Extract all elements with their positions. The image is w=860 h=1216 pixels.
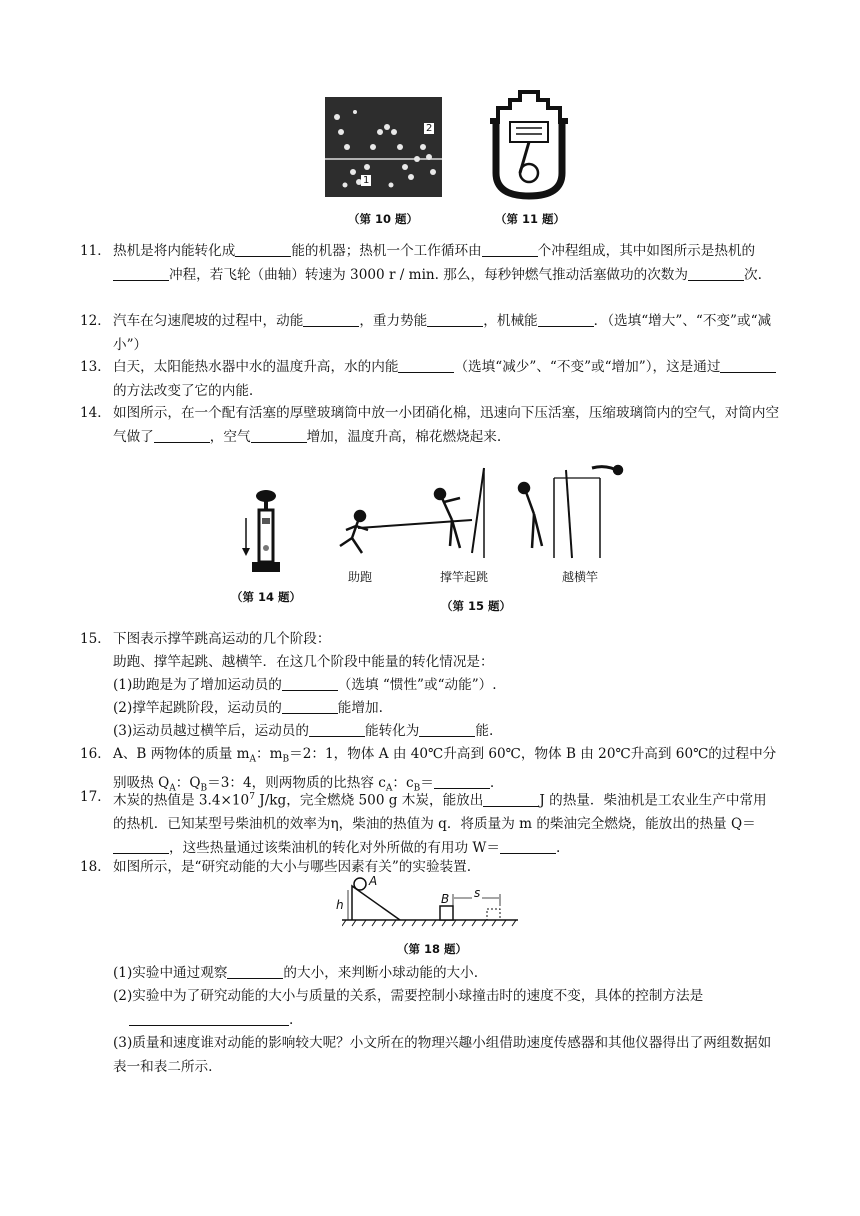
question-13 [80,356,780,403]
fig15-caption: （第 15 题） [441,599,512,613]
answer-blank[interactable] [538,311,594,327]
answer-blank[interactable] [282,675,338,691]
fig15-label-bar: 越横竿 [562,570,599,584]
fig10-caption: （第 10 题） [348,212,419,226]
glass-cylinder-graphic [242,488,282,580]
question-15 [80,628,780,652]
question-17 [80,786,780,860]
figure-15-pole-vault [322,458,634,584]
answer-blank[interactable] [398,357,454,373]
fig18-label-A: A [369,874,378,888]
answer-blank[interactable] [500,838,556,854]
question-11 [80,240,780,287]
question-text: 如图所示，是“研究动能的大小与哪些因素有关”的实验装置. [113,859,472,875]
question-15-part2: (2)撑竿起跳阶段，运动员的 能增加. [113,700,383,716]
bouncing-balls-graphic [325,97,442,197]
answer-blank[interactable] [419,721,475,737]
question-18-part1: (1)实验中通过观察 的大小，来判断小球动能的大小. [113,965,479,981]
question-12 [80,310,780,357]
fig10-label-1: 1 [363,175,370,186]
fig11-caption: （第 11 题） [495,212,566,226]
question-text: 如图所示，在一个配有活塞的厚壁玻璃筒中放一小团硝化棉，迅速向下压活塞，压缩玻璃筒内的空气，对筒内空气做了 ，空气 增加，温度升高，棉花燃烧起来. [113,405,780,445]
answer-blank[interactable] [427,311,483,327]
question-number: 16． [80,746,111,762]
fig18-label-B: B [441,892,450,906]
fig18-caption: （第 18 题） [397,942,468,956]
question-number: 11． [80,243,111,259]
question-number: 15． [80,631,111,647]
question-text: A、B 两物体的质量 $m_A$：$m_B=2$：1，物体 A 由 40℃升高到 60℃，物体 B 由 20℃升高到 60℃的过程中分别吸热 $Q_A$：$Q_B=3$：4，则两物质的比热容 $c_A$：$c_B=$ . [113,746,777,794]
figure-10-photo [325,97,442,197]
answer-blank[interactable] [483,791,539,807]
fig15-label-takeoff: 撑竿起跳 [440,570,489,584]
answer-blank[interactable] [227,963,283,979]
question-text: 热机是将内能转化成 能的机器；热机一个工作循环由 个冲程组成，其中如图所示是热机的冲程，若飞轮（曲轴）转速为 3000 r / min. 那么，每秒钟燃气推动活塞做功的次数为 次. [113,243,762,283]
figure-18-ramp [336,874,518,930]
answer-blank[interactable] [113,838,169,854]
fig18-label-h: h [336,898,344,912]
question-number: 17． [80,789,111,805]
answer-blank[interactable] [482,241,538,257]
fig10-label-2: 2 [426,123,433,134]
answer-blank[interactable] [309,721,365,737]
answer-blank[interactable] [251,427,307,443]
question-14 [80,402,780,449]
answer-blank[interactable] [720,357,776,373]
answer-blank[interactable] [129,1010,289,1026]
figure-14-apparatus [242,488,282,580]
answer-blank[interactable] [303,311,359,327]
question-18-part3: (3)质量和速度谁对动能的影响较大呢？小文所在的物理兴趣小组借助速度传感器和其他仪器得出了两组数据如表一和表二所示. [113,1035,772,1075]
question-15-part1: (1)助跑是为了增加运动员的 （选填 “惯性”或“动能”）. [113,677,497,693]
question-text: 木炭的热值是 $3.4\times 10^7$ J/kg，完全燃烧 500 g 木炭，能放出 J 的热量．柴油机是工农业生产中常用的热机．已知某型号柴油机的效率为η，柴油的热值为 q．将质量为 m 的柴油完全燃烧，能放出的热量 Q＝，这些热量通过该柴油机的转化对外所做的有用功 W＝ . [113,792,767,856]
question-number: 14． [80,405,111,421]
question-text: 白天，太阳能热水器中水的温度升高，水的内能 （选填“减少”、“不变”或“增加”），这是通过的方法改变了它的内能. [113,356,780,403]
pole-vault-graphic [322,458,634,568]
figure-11-engine [490,88,568,200]
answer-blank[interactable] [235,241,291,257]
fig15-label-run: 助跑 [348,570,373,584]
answer-blank[interactable] [688,265,744,281]
engine-cylinder-graphic [490,88,568,200]
answer-blank[interactable] [154,427,210,443]
question-15-line2: 助跑、撑竿起跳、越横竿．在这几个阶段中能量的转化情况是： [113,654,494,670]
question-number: 13． [80,359,111,375]
question-15-part3: (3)运动员越过横竿后，运动员的 能转化为 能. [113,723,494,739]
question-number: 12． [80,313,111,329]
question-text: 汽车在匀速爬坡的过程中，动能 ，重力势能 ，机械能 ．（选填“增大”、“不变”或“减小”） [113,313,772,353]
question-18-part2: (2)实验中为了研究动能的大小与质量的关系，需要控制小球撞击时的速度不变，具体的控制方法是. [113,988,704,1028]
question-text: 下图表示撑竿跳高运动的几个阶段： [113,631,331,647]
fig14-caption: （第 14 题） [231,590,302,604]
fig18-label-s: s [474,886,481,900]
answer-blank[interactable] [282,698,338,714]
question-number: 18． [80,859,111,875]
answer-blank[interactable] [113,265,169,281]
